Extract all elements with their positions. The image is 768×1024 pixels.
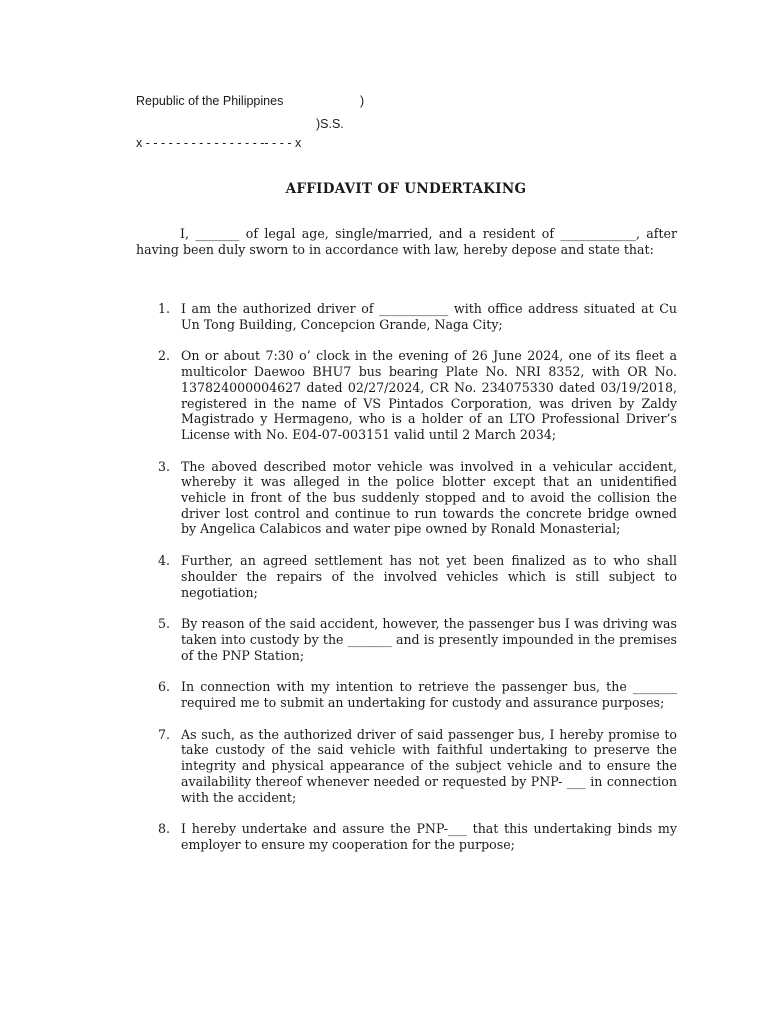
list-item	[136, 679, 677, 710]
venue-paren: )	[360, 94, 365, 108]
item-text: The aboved described motor vehicle was involved in a vehicular accident, whereby it was alleged in the police blotter except that an unidentified vehicle in front of the bus suddenly stopped and to avoid the collision the driver lost control and continue to run towards the concrete bridge owned by Angelica Calabicos and water pipe owned by Ronald Monasterial;	[181, 458, 677, 537]
venue-country: Republic of the Philippines	[136, 94, 284, 108]
venue-ss: )S.S.	[316, 117, 344, 131]
item-text: As such, as the authorized driver of said passenger bus, I hereby promise to take custody of the said vehicle with faithful undertaking to preserve the integrity and physical appearance of the subject vehicle and to ensure the availability thereof whenever needed or requested by PNP- ___ in connection with the accident;	[181, 726, 677, 805]
item-number: 3.	[158, 458, 171, 474]
venue-x-line: x - - - - - - - - - - - - - - - -- - - - x	[136, 136, 302, 150]
item-number: 1.	[158, 301, 171, 316]
item-number: 2.	[158, 348, 171, 364]
affidavit-items	[136, 301, 677, 869]
item-number: 6.	[158, 679, 171, 695]
list-item	[136, 553, 677, 600]
item-number: 4.	[158, 553, 171, 569]
list-item	[136, 616, 677, 663]
list-item	[136, 459, 677, 538]
item-number: 7.	[158, 726, 171, 742]
item-number: 5.	[158, 616, 171, 632]
item-text: By reason of the said accident, however, the passenger bus I was driving was taken into custody by the _______ and is presently impounded in the premises of the PNP Station;	[181, 616, 677, 663]
list-item	[136, 821, 677, 852]
intro-paragraph: I, _______ of legal age, single/married, and a resident of ____________, after having been duly sworn to in accordance with law, hereby depose and state that:	[136, 226, 677, 257]
item-number: 8.	[158, 821, 171, 837]
item-text: I hereby undertake and assure the PNP-___ that this undertaking binds my employer to ensure my cooperation for the purpose;	[181, 821, 677, 852]
item-text: Further, an agreed settlement has not yet been finalized as to who shall shoulder the repairs of the involved vehicles which is still subject to negotiation;	[181, 553, 677, 600]
item-text: On or about 7:30 o’ clock in the evening of 26 June 2024, one of its fleet a multicolor Daewoo BHU7 bus bearing Plate No. NRI 8352, with OR No. 137824000004627 dated 02/27/2024, CR No. 234075330 dated 03/19/2018, registered in the name of VS Pintados Corporation, was driven by Zaldy Magistrado y Hermageno, who is a holder of an LTO Professional Driver’s License with No. E04-07-003151 valid until 2 March 2034;	[181, 348, 677, 442]
document-title: AFFIDAVIT OF UNDERTAKING	[285, 181, 527, 197]
list-item	[136, 348, 677, 442]
item-text: In connection with my intention to retrieve the passenger bus, the _______ required me to submit an undertaking for custody and assurance purposes;	[181, 679, 677, 711]
list-item	[136, 301, 677, 332]
list-item	[136, 727, 677, 806]
item-text: I am the authorized driver of ___________ with office address situated at Cu Un Tong Building, Concepcion Grande, Naga City;	[181, 301, 677, 332]
